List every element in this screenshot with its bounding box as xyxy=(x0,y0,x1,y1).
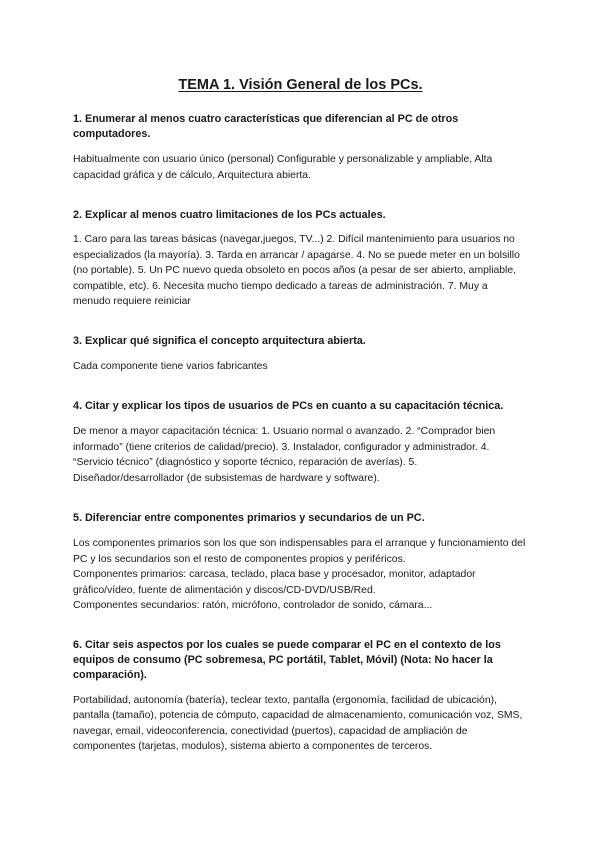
answer-3 xyxy=(73,359,528,375)
answer-5-paragraph-3: Componentes secundarios: ratón, micrófono, controlador de sonido, cámara... xyxy=(73,600,433,611)
answer-5 xyxy=(73,536,528,614)
answer-4 xyxy=(73,424,528,486)
question-1: 1. Enumerar al menos cuatro características que diferencian al PC de otros computadores. xyxy=(73,113,459,140)
page-title: TEMA 1. Visión General de los PCs. xyxy=(178,77,423,93)
answer-5-paragraph-1: Los componentes primarios son los que son indispensables para el arranque y funcionamiento del PC y los secundarios son el resto de componentes propios y periféricos. xyxy=(73,538,526,565)
answer-1-paragraph: Habitualmente con usuario único (personal) Configurable y personalizable y ampliable, Alta capacidad gráfica y de cálculo, Arquitectura abierta. xyxy=(73,154,493,181)
answer-1 xyxy=(73,152,528,183)
question-6: 6. Citar seis aspectos por los cuales se puede comparar el PC en el contexto de los equipos de consumo (PC sobremesa, PC portátil, Tablet, Móvil) (Nota: No hacer la comparación). xyxy=(73,638,501,681)
question-4: 4. Citar y explicar los tipos de usuarios de PCs en cuanto a su capacitación técnica. xyxy=(73,400,504,412)
question-2: 2. Explicar al menos cuatro limitaciones de los PCs actuales. xyxy=(73,209,386,221)
answer-6 xyxy=(73,693,528,755)
answer-3-paragraph: Cada componente tiene varios fabricantes xyxy=(73,360,268,372)
answer-5-paragraph-2: Componentes primarios: carcasa, teclado, placa base y procesador, monitor, adaptador gráfico/vídeo, fuente de alimentación y discos/CD-DVD/USB/Red. xyxy=(73,569,476,596)
answer-2-paragraph: 1. Caro para las tareas básicas (navegar,juegos, TV...) 2. Difícil mantenimiento para usuarios no especializados (la mayoría). 3. Tarda en arrancar / apagarse. 4. No se puede meter en un bolsillo (no portable). 5. Un PC nuevo queda obsoleto en pocos años (a pesar de ser abierto, ampliable, compatible, etc). 6. Necesita mucho tiempo dedicado a tareas de administración. 7. Muy a menudo requiere reiniciar xyxy=(73,234,520,307)
question-5: 5. Diferenciar entre componentes primarios y secundarios de un PC. xyxy=(73,512,425,524)
answer-4-paragraph: De menor a mayor capacitación técnica: 1. Usuario normal o avanzado. 2. “Comprador bien informado” (tiene criterios de calidad/precio). 3. Instalador, configurador y administrador. 4. “Servicio técnico” (diagnóstico y soporte técnico, reparación de averías). 5. Diseñador/desarrollador (de subsistemas de hardware y software). xyxy=(73,426,496,484)
answer-2 xyxy=(73,232,528,310)
answer-6-paragraph: Portabilidad, autonomía (batería), teclear texto, pantalla (ergonomía, facilidad de ubicación), pantalla (tamaño), potencia de cómputo, capacidad de almacenamiento, comunicación voz, SMS, navegar, email, videoconferencia, conectividad (puertos), capacidad de ampliación de componentes (tarjetas, modulos), sistema abierto a componentes de terceros. xyxy=(73,694,523,752)
question-3: 3. Explicar qué significa el concepto arquitectura abierta. xyxy=(73,334,366,347)
